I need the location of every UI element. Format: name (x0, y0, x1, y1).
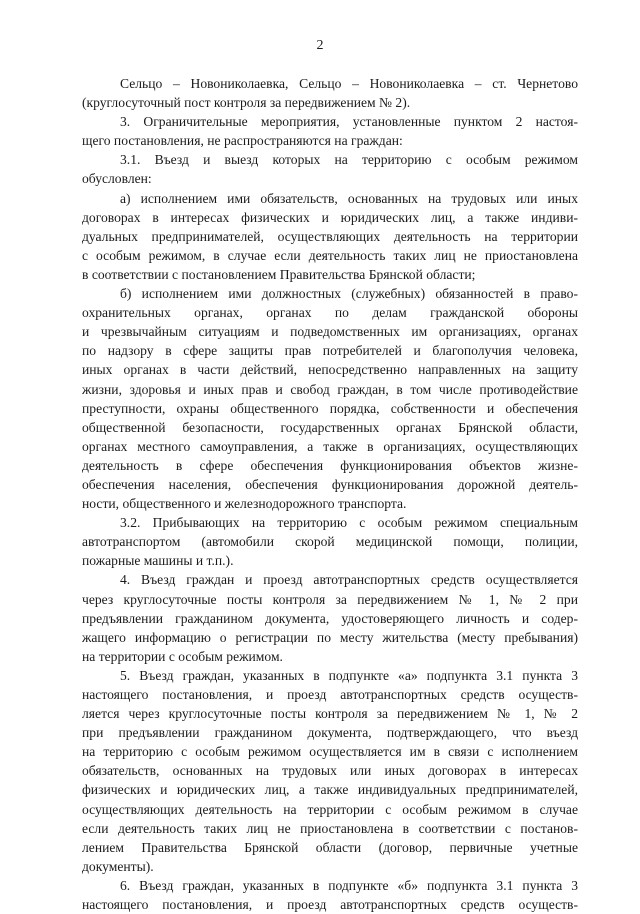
text-line: по надзору в сфере защиты прав потребителей и благополучия человека, (82, 343, 578, 359)
text-line: физических и юридических лиц, а также индивидуальных предпринимателей, (82, 782, 578, 798)
text-line: иных органах в части действий, непосредственно направленных на защиту (82, 362, 578, 378)
text-line: через круглосуточные посты контроля за передвижением № 1, № 2 при (82, 591, 578, 607)
text-line: автотранспортом (автомобили скорой медицинской помощи, полиции, (82, 534, 578, 550)
text-line: 5. Въезд граждан, указанных в подпункте «а» подпункта 3.1 пункта 3 (120, 667, 578, 683)
text-line: в соответствии с постановлением Правительства Брянской области; (82, 266, 476, 282)
text-line: органах местного самоуправления, а также в организациях, осуществляющих (82, 438, 578, 454)
text-line: общественной безопасности, государственных органах Брянской области, (82, 419, 578, 435)
text-line: охранительных органах, органах по делам гражданской обороны (82, 305, 578, 321)
text-line: ности, общественного и железнодорожного транспорта. (82, 496, 407, 512)
text-line: щего постановления, не распространяются на граждан: (82, 133, 403, 149)
text-line: а) исполнением ими обязательств, основанных на трудовых или иных (120, 190, 578, 206)
text-line: жащего информацию о регистрации по месту жительства (месту пребывания) (82, 629, 578, 645)
text-line: Сельцо – Новониколаевка, Сельцо – Новониколаевка – ст. Чернетово (120, 76, 578, 91)
text-line: б) исполнением ими должностных (служебных) обязанностей в право- (120, 286, 578, 302)
text-line: обеспечения населения, обеспечения функционирования дорожной деятель- (82, 476, 578, 492)
text-line: 3.1. Въезд и выезд которых на территорию с особым режимом (120, 152, 578, 168)
text-line: дуальных предпринимателей, осуществляющих деятельность на территории (82, 228, 578, 244)
text-line: предъявлении гражданином документа, удостоверяющего личность и содер- (82, 610, 578, 626)
text-line: 3.2. Прибывающих на территорию с особым режимом специальным (120, 515, 578, 531)
document-body (82, 74, 578, 914)
text-line: (круглосуточный пост контроля за передвижением № 2). (82, 95, 411, 111)
text-line: обусловлен: (82, 171, 152, 187)
text-line: преступности, охраны общественного порядка, собственности и обеспечения (82, 400, 578, 416)
text-line: осуществляющих деятельность на территории с особым режимом в случае (82, 801, 578, 817)
text-line: и чрезвычайным ситуациям и подведомственных им организациях, органах (82, 324, 578, 340)
page-number: 2 (316, 38, 324, 53)
text-line: обязательств, основанных на трудовых или иных договорах в интересах (82, 763, 578, 779)
text-line: ляется через круглосуточные посты контроля за передвижением № 1, № 2 (82, 706, 578, 722)
text-line: настоящего постановления, и проезд автотранспортных средств осуществ- (82, 687, 578, 702)
text-line: при предъявлении гражданином документа, подтверждающего, что въезд (82, 725, 578, 741)
text-line: лением Правительства Брянской области (договор, первичные учетные (82, 839, 578, 855)
text-line: документы). (82, 858, 154, 874)
text-line: договорах в интересах физических и юридических лиц, а также индиви- (82, 209, 578, 225)
text-line: на территории с особым режимом. (82, 648, 283, 664)
text-line: деятельность в сфере обеспечения функционирования объектов жизне- (82, 457, 578, 473)
text-line: жизни, здоровья и иных прав и свобод граждан, в том числе противодействие (82, 381, 578, 397)
text-line: с особым режимом, в случае если деятельность таких лиц не приостановлена (82, 247, 578, 263)
text-line: 3. Ограничительные мероприятия, установленные пунктом 2 настоя- (120, 114, 578, 130)
text-line: 6. Въезд граждан, указанных в подпункте «б» подпункта 3.1 пункта 3 (120, 877, 578, 893)
text-line: настоящего постановления, и проезд автотранспортных средств осуществ- (82, 897, 578, 913)
text-line: 4. Въезд граждан и проезд автотранспортных средств осуществляется (120, 572, 578, 588)
text-line: если деятельность таких лиц не приостановлена в соответствии с постанов- (82, 820, 578, 836)
text-line: пожарные машины и т.п.). (82, 553, 234, 569)
text-line: на территорию с особым режимом осуществляется им в связи с исполнением (82, 744, 578, 760)
